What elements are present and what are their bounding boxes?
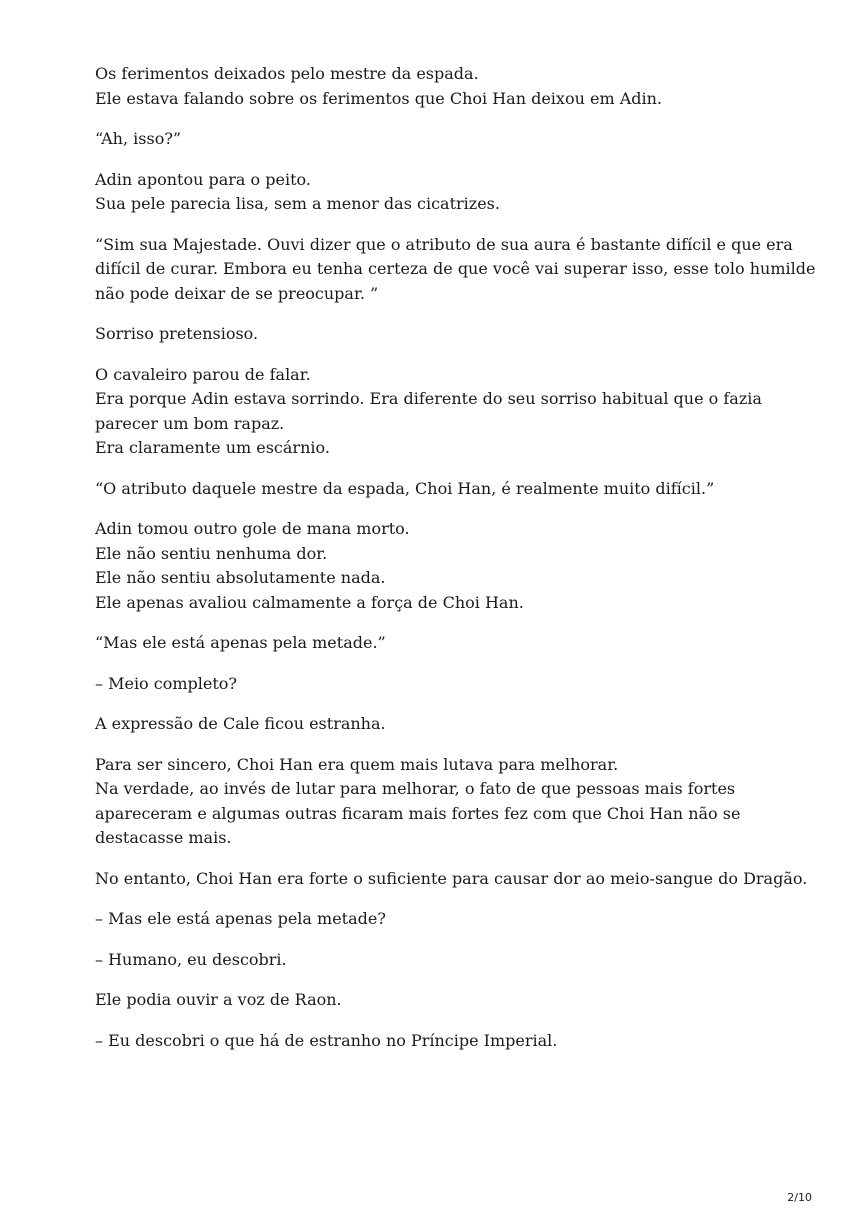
paragraph xyxy=(95,62,795,111)
paragraph xyxy=(95,672,795,697)
text-line: “Ah, isso?” xyxy=(95,129,182,148)
text-line: O cavaleiro parou de falar. xyxy=(95,364,311,384)
text-line: Adin apontou para o peito. xyxy=(95,169,311,189)
text-line: parecer um bom rapaz. xyxy=(95,413,285,433)
paragraph xyxy=(95,753,795,851)
text-line: difícil de curar. Embora eu tenha certeza de que você vai superar isso, esse tolo humilde xyxy=(95,259,816,278)
text-line: “O atributo daquele mestre da espada, Choi Han, é realmente muito difícil.” xyxy=(95,478,715,498)
text-line: Sorriso pretensioso. xyxy=(95,324,259,343)
text-line: Adin tomou outro gole de mana morto. xyxy=(95,519,410,538)
text-line: – Meio completo? xyxy=(95,673,238,693)
paragraph xyxy=(95,907,795,932)
paragraph xyxy=(95,1029,795,1054)
paragraph xyxy=(95,712,795,737)
text-line: – Eu descobri o que há de estranho no Príncipe Imperial. xyxy=(95,1030,558,1050)
paragraph xyxy=(95,477,795,502)
text-line: Ele não sentiu nenhuma dor. xyxy=(95,543,328,563)
paragraph xyxy=(95,631,795,656)
text-line: Ele podia ouvir a voz de Raon. xyxy=(95,990,342,1009)
text-line: Era claramente um escárnio. xyxy=(95,438,330,457)
document-body xyxy=(95,62,816,1069)
text-line: “Mas ele está apenas pela metade.” xyxy=(95,633,386,652)
paragraph xyxy=(95,867,808,892)
text-line: Ele estava falando sobre os ferimentos que Choi Han deixou em Adin. xyxy=(95,88,662,108)
text-line: destacasse mais. xyxy=(95,828,232,847)
paragraph xyxy=(95,948,795,973)
text-line: não pode deixar de se preocupar. ” xyxy=(95,283,379,303)
text-line: “Sim sua Majestade. Ouvi dizer que o atributo de sua aura é bastante difícil e que era xyxy=(95,234,793,254)
page-number: 2/10 xyxy=(787,1191,812,1204)
paragraph xyxy=(95,127,795,152)
text-line: Sua pele parecia lisa, sem a menor das cicatrizes. xyxy=(95,194,500,213)
text-line: Era porque Adin estava sorrindo. Era diferente do seu sorriso habitual que o fazia xyxy=(95,389,762,408)
text-line: A expressão de Cale ficou estranha. xyxy=(95,714,386,733)
text-line: Ele apenas avaliou calmamente a força de Choi Han. xyxy=(95,592,524,612)
paragraph xyxy=(95,168,795,217)
text-line: Para ser sincero, Choi Han era quem mais lutava para melhorar. xyxy=(95,754,619,774)
text-line: No entanto, Choi Han era forte o suficiente para causar dor ao meio-sangue do Dragão. xyxy=(95,868,808,888)
paragraph xyxy=(95,988,795,1013)
paragraph xyxy=(95,322,795,347)
text-line: Ele não sentiu absolutamente nada. xyxy=(95,568,386,587)
paragraph xyxy=(95,233,816,307)
text-line: – Mas ele está apenas pela metade? xyxy=(95,909,386,928)
paragraph xyxy=(95,363,795,461)
text-line: apareceram e algumas outras ficaram mais fortes fez com que Choi Han não se xyxy=(95,803,741,823)
text-line: – Humano, eu descobri. xyxy=(95,949,287,969)
text-line: Na verdade, ao invés de lutar para melhorar, o fato de que pessoas mais fortes xyxy=(95,779,736,798)
text-line: Os ferimentos deixados pelo mestre da espada. xyxy=(95,64,479,83)
paragraph xyxy=(95,517,795,615)
